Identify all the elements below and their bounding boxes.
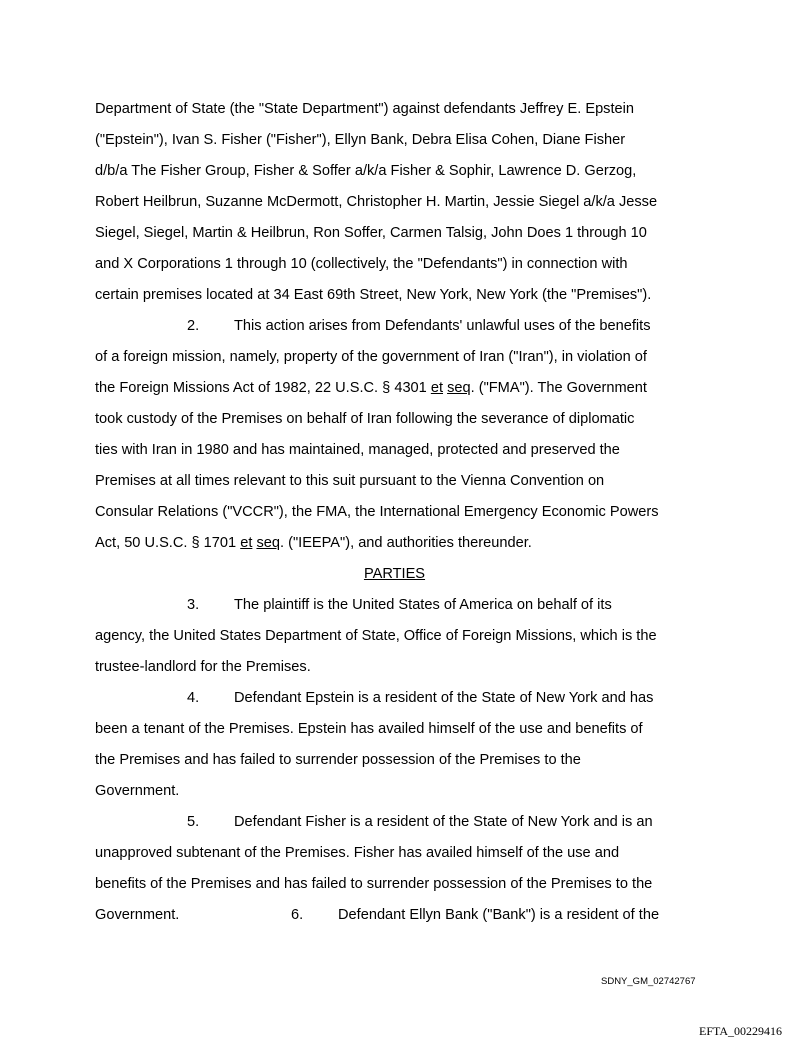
- text-span: the Foreign Missions Act of 1982, 22 U.S.C. § 4301: [95, 380, 431, 396]
- text-span: . ("FMA"). The Government: [470, 380, 647, 396]
- paragraph-3-first-line: [187, 596, 612, 614]
- text-span: Defendant Fisher is a resident of the State of New York and is an: [234, 814, 653, 830]
- text-line: and X Corporations 1 through 10 (collectively, the "Defendants") in connection with: [95, 256, 628, 272]
- underlined-term: seq: [447, 380, 471, 396]
- text-line: Department of State (the "State Department") against defendants Jeffrey E. Epstein: [95, 101, 635, 117]
- paragraph-number: 3.: [187, 597, 200, 613]
- text-span: The plaintiff is the United States of America on behalf of its: [234, 597, 612, 613]
- text-line: [95, 906, 659, 924]
- text-line: been a tenant of the Premises. Epstein has availed himself of the use and benefits of: [95, 721, 643, 737]
- paragraph-5-first-line: [187, 813, 653, 831]
- paragraph-number: 6.: [291, 907, 304, 923]
- paragraph-number: 2.: [187, 318, 200, 334]
- efta-number: EFTA_00229416: [699, 1024, 783, 1038]
- text-line: [95, 534, 532, 552]
- text-line: of a foreign mission, namely, property of the government of Iran ("Iran"), in violation of: [95, 349, 647, 365]
- text-line: Siegel, Siegel, Martin & Heilbrun, Ron Soffer, Carmen Talsig, John Does 1 through 10: [95, 225, 647, 241]
- text-line: benefits of the Premises and has failed to surrender possession of the Premises to the: [95, 876, 653, 892]
- text-line: Consular Relations ("VCCR"), the FMA, the International Emergency Economic Powers: [95, 504, 659, 520]
- paragraph-4-first-line: [187, 689, 653, 707]
- text-line: certain premises located at 34 East 69th Street, New York, New York (the "Premises").: [95, 287, 652, 303]
- paragraph-number: 4.: [187, 690, 200, 706]
- text-span: Government.: [95, 907, 180, 923]
- text-line: d/b/a The Fisher Group, Fisher & Soffer a/k/a Fisher & Sophir, Lawrence D. Gerzog,: [95, 163, 637, 179]
- text-line: trustee-landlord for the Premises.: [95, 659, 311, 675]
- text-span: Defendant Ellyn Bank ("Bank") is a resident of the: [338, 907, 660, 923]
- text-line: ties with Iran in 1980 and has maintained, managed, protected and preserved the: [95, 442, 620, 458]
- text-line: the Premises and has failed to surrender possession of the Premises to the: [95, 752, 581, 768]
- text-line: unapproved subtenant of the Premises. Fisher has availed himself of the use and: [95, 845, 620, 861]
- text-line: Robert Heilbrun, Suzanne McDermott, Christopher H. Martin, Jessie Siegel a/k/a Jesse: [95, 194, 658, 210]
- text-line: Government.: [95, 783, 180, 799]
- text-line: took custody of the Premises on behalf of Iran following the severance of diplomatic: [95, 411, 635, 427]
- text-line: Premises at all times relevant to this suit pursuant to the Vienna Convention on: [95, 473, 605, 489]
- underlined-term: et: [430, 380, 444, 396]
- bates-number: SDNY_GM_02742767: [601, 976, 696, 987]
- underlined-term: et: [240, 535, 253, 551]
- text-line: [95, 379, 647, 397]
- underlined-term: seq: [256, 535, 280, 551]
- section-heading: PARTIES: [363, 566, 426, 582]
- paragraph-2-first-line: [187, 317, 651, 335]
- text-span: This action arises from Defendants' unlawful uses of the benefits: [234, 318, 651, 334]
- text-span: Act, 50 U.S.C. § 1701: [95, 535, 241, 551]
- text-span: Defendant Epstein is a resident of the State of New York and has: [234, 690, 654, 706]
- paragraph-number: 5.: [187, 814, 200, 830]
- text-line: agency, the United States Department of State, Office of Foreign Missions, which is the: [95, 628, 657, 644]
- text-span: . ("IEEPA"), and authorities thereunder.: [279, 535, 532, 551]
- text-line: ("Epstein"), Ivan S. Fisher ("Fisher"), Ellyn Bank, Debra Elisa Cohen, Diane Fisher: [95, 132, 626, 148]
